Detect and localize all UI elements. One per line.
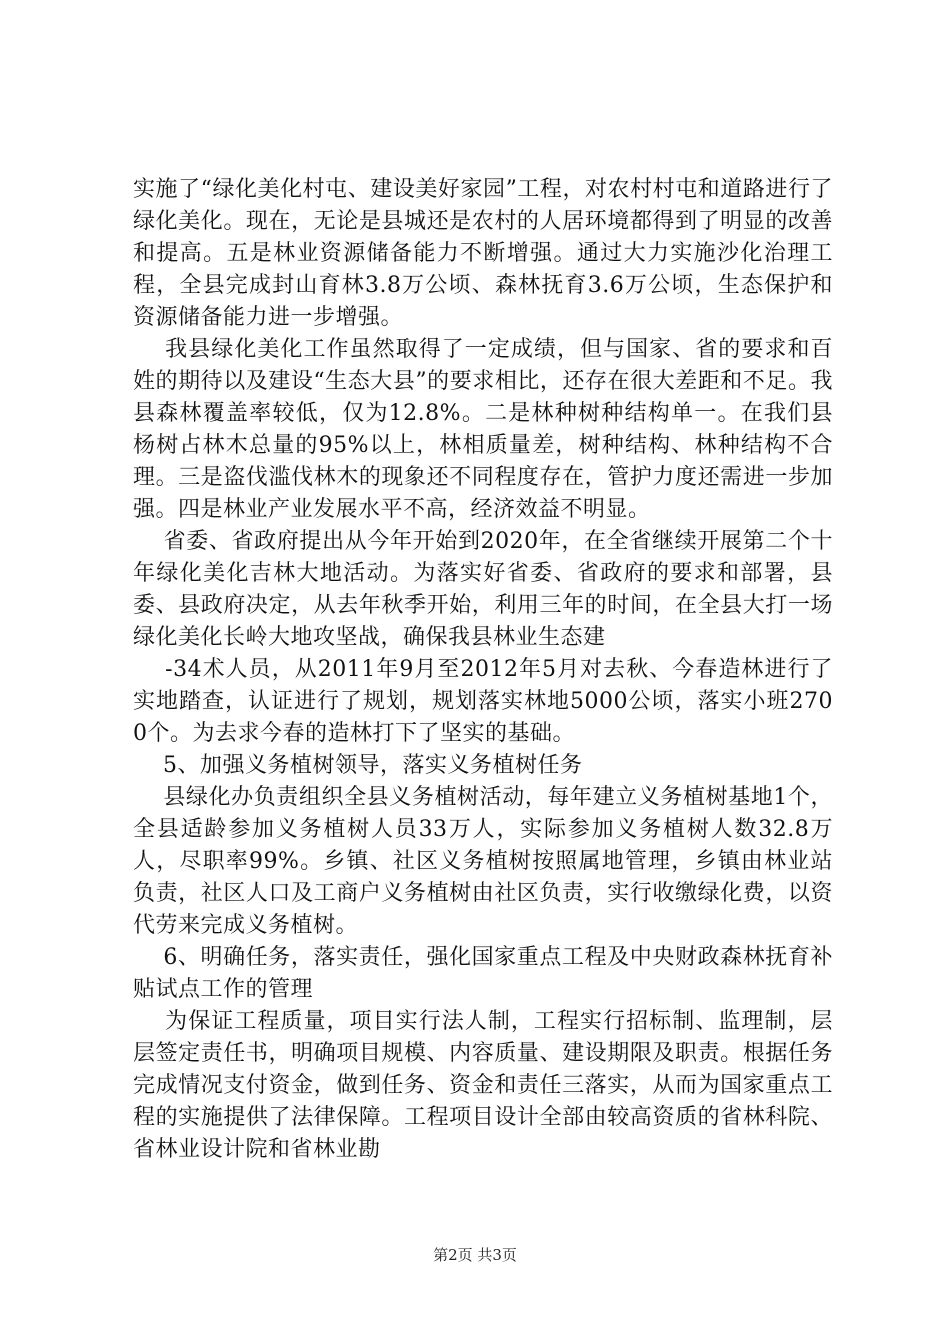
page-number-label: 第2页 共3页: [433, 1246, 517, 1264]
paragraph-1: 实施了“绿化美化村屯、建设美好家园”工程，对农村村屯和道路进行了绿化美化。现在，无论是县城还是农村的人居环境都得到了明显的改善和提高。五是林业资源储备能力不断增强。通过大力实施沙化治理工程，全县完成封山育林3.8万公顷、森林抚育3.6万公顷，生态保护和资源储备能力进一步增强。: [133, 177, 833, 330]
section-heading-5: 5、加强义务植树领导，落实义务植树任务: [133, 753, 583, 778]
page-footer: [0, 1244, 950, 1265]
paragraph-2: 我县绿化美化工作虽然取得了一定成绩，但与国家、省的要求和百姓的期待以及建设“生态大县”的要求相比，还存在很大差距和不足。我县森林覆盖率较低，仅为12.8%。二是林种树种结构单一。在我们县杨树占林木总量的95%以上，林相质量差，树种结构、林种结构不合理。三是盗伐滥伐林木的现象还不同程度存在，管护力度还需进一步加强。四是林业产业发展水平不高，经济效益不明显。: [133, 337, 833, 522]
document-body: [133, 174, 833, 1166]
section-heading-6: 6、明确任务，落实责任，强化国家重点工程及中央财政森林抚育补贴试点工作的管理: [133, 945, 833, 1002]
paragraph-3: 省委、省政府提出从今年开始到2020年，在全省继续开展第二个十年绿化美化吉林大地活动。为落实好省委、省政府的要求和部署，县委、县政府决定，从去年秋季开始，利用三年的时间，在全县大打一场绿化美化长岭大地攻坚战，确保我县林业生态建: [133, 529, 833, 650]
paragraph-4: -34术人员，从2011年9月至2012年5月对去秋、今春造林进行了实地踏查，认证进行了规划，规划落实林地5000公顷，落实小班2700个。为去求今春的造林打下了坚实的基础。: [133, 657, 833, 746]
paragraph-5: 县绿化办负责组织全县义务植树活动，每年建立义务植树基地1个，全县适龄参加义务植树人员33万人，实际参加义务植树人数32.8万人，尽职率99%。乡镇、社区义务植树按照属地管理，乡镇由林业站负责，社区人口及工商户义务植树由社区负责，实行收缴绿化费，以资代劳来完成义务植树。: [133, 785, 833, 938]
paragraph-6: 为保证工程质量，项目实行法人制，工程实行招标制、监理制，层层签定责任书，明确项目规模、内容质量、建设期限及职责。根据任务完成情况支付资金，做到任务、资金和责任三落实，从而为国家重点工程的实施提供了法律保障。工程项目设计全部由较高资质的省林科院、省林业设计院和省林业勘: [133, 1009, 833, 1162]
